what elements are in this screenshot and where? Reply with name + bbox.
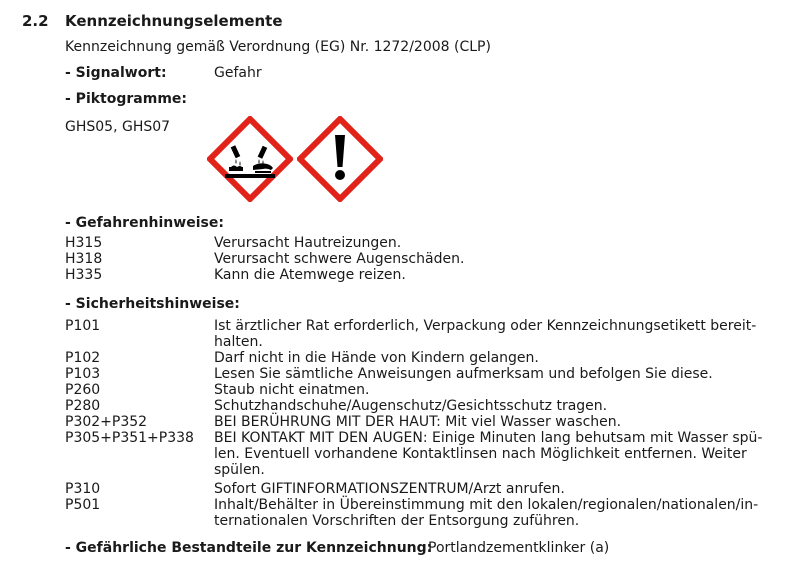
pictogram-codes: GHS05, GHS07 <box>65 119 171 135</box>
precaution-row-text: BEI BERÜHRUNG MIT DER HAUT: Mit viel Wasser waschen. <box>214 414 622 430</box>
signal-word-label: - Signalwort: <box>65 65 167 81</box>
hazardous-components-label: - Gefährliche Bestandteile zur Kennzeichnung: <box>65 540 433 556</box>
pictogram-group <box>207 116 383 202</box>
precaution-row-code: P302+P352 <box>65 414 148 430</box>
precaution-row-text: Schutzhandschuhe/Augenschutz/Gesichtsschutz tragen. <box>214 398 608 414</box>
precaution-row-text: Staub nicht einatmen. <box>214 382 370 398</box>
precaution-row-text: len. Eventuell vorhandene Kontaktlinsen nach Möglichkeit entfernen. Weiter <box>214 446 747 462</box>
regulation-text: Kennzeichnung gemäß Verordnung (EG) Nr. 1272/2008 (CLP) <box>65 39 491 55</box>
precaution-row-code: P280 <box>65 398 101 414</box>
precaution-row-code: P260 <box>65 382 101 398</box>
precaution-row-text: spülen. <box>214 462 265 478</box>
section-number: 2.2 <box>22 12 49 30</box>
hazard-row-code: H335 <box>65 267 103 283</box>
corrosion-pictogram-icon <box>207 116 293 202</box>
precaution-row-code: P305+P351+P338 <box>65 430 194 446</box>
precaution-row-text: Sofort GIFTINFORMATIONSZENTRUM/Arzt anrufen. <box>214 481 565 497</box>
precaution-row-text: halten. <box>214 334 263 350</box>
precaution-row-code: P101 <box>65 318 101 334</box>
hazard-row-code: H315 <box>65 235 103 251</box>
precaution-row-code: P310 <box>65 481 101 497</box>
signal-word-value: Gefahr <box>214 65 262 81</box>
precaution-row-code: P102 <box>65 350 101 366</box>
precaution-row-text: ternationalen Vorschriften der Entsorgung zuführen. <box>214 513 580 529</box>
hazard-row-text: Verursacht Hautreizungen. <box>214 235 402 251</box>
hazardous-components-value: Portlandzementklinker (a) <box>428 540 610 556</box>
exclamation-mark-pictogram-icon <box>297 116 383 202</box>
precaution-row-code: P501 <box>65 497 101 513</box>
precaution-row-text: BEI KONTAKT MIT DEN AUGEN: Einige Minuten lang behutsam mit Wasser spü- <box>214 430 763 446</box>
section-title: Kennzeichnungselemente <box>65 12 283 30</box>
precaution-row-text: Darf nicht in die Hände von Kindern gelangen. <box>214 350 539 366</box>
precaution-row-text: Inhalt/Behälter in Übereinstimmung mit den lokalen/regionalen/nationalen/in- <box>214 497 759 513</box>
pictograms-label: - Piktogramme: <box>65 91 188 107</box>
hazard-row-text: Kann die Atemwege reizen. <box>214 267 406 283</box>
hazard-row-text: Verursacht schwere Augenschäden. <box>214 251 465 267</box>
precautionary-statements-label: - Sicherheitshinweise: <box>65 296 240 312</box>
hazard-row-code: H318 <box>65 251 103 267</box>
precaution-row-code: P103 <box>65 366 101 382</box>
precaution-row-text: Lesen Sie sämtliche Anweisungen aufmerksam und befolgen Sie diese. <box>214 366 713 382</box>
precaution-row-text: Ist ärztlicher Rat erforderlich, Verpackung oder Kennzeichnungsetikett bereit- <box>214 318 757 334</box>
hazard-statements-label: - Gefahrenhinweise: <box>65 215 224 231</box>
